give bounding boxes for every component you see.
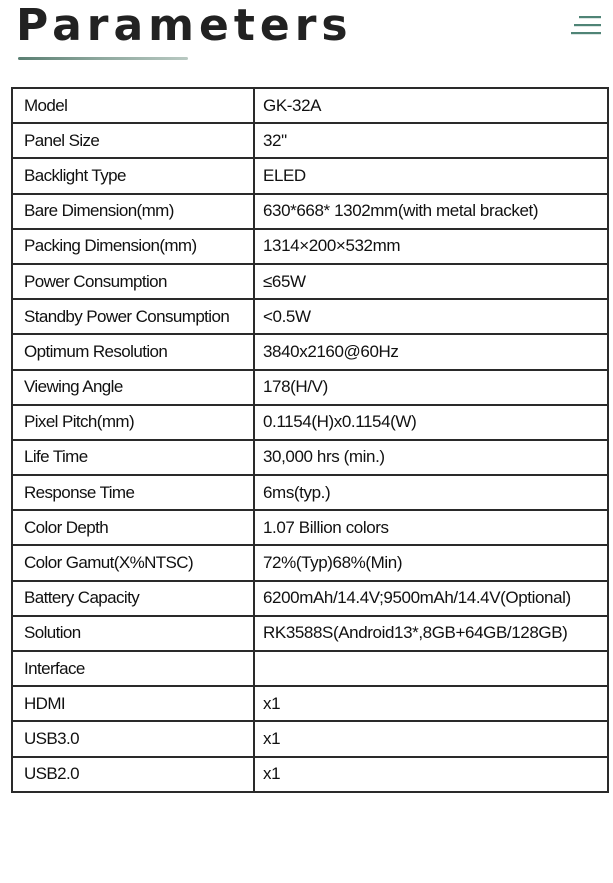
table-row [12, 88, 608, 123]
table-row [12, 651, 608, 686]
spec-table [11, 87, 609, 793]
param-value: 0.1154(H)x0.1154(W) [254, 405, 608, 440]
param-value: ELED [254, 158, 608, 193]
param-label: Model [12, 88, 254, 123]
param-label: USB3.0 [12, 721, 254, 756]
param-label: Viewing Angle [12, 370, 254, 405]
param-label: USB2.0 [12, 757, 254, 792]
param-label: Optimum Resolution [12, 334, 254, 369]
param-value: ≤65W [254, 264, 608, 299]
param-value: x1 [254, 686, 608, 721]
param-label: Standby Power Consumption [12, 299, 254, 334]
table-row [12, 757, 608, 792]
param-label: Pixel Pitch(mm) [12, 405, 254, 440]
param-label: Color Gamut(X%NTSC) [12, 545, 254, 580]
table-row [12, 299, 608, 334]
param-label: Panel Size [12, 123, 254, 158]
param-label: Bare Dimension(mm) [12, 194, 254, 229]
param-value: RK3588S(Android13*,8GB+64GB/128GB) [254, 616, 608, 651]
param-value: 3840x2160@60Hz [254, 334, 608, 369]
table-row [12, 721, 608, 756]
param-value: 30,000 hrs (min.) [254, 440, 608, 475]
hamburger-menu-icon[interactable] [571, 14, 603, 36]
table-row [12, 123, 608, 158]
table-row [12, 475, 608, 510]
page-title: Parameters [16, 0, 353, 51]
param-label: Response Time [12, 475, 254, 510]
param-value: 630*668* 1302mm(with metal bracket) [254, 194, 608, 229]
param-value: GK-32A [254, 88, 608, 123]
table-row [12, 194, 608, 229]
table-row [12, 616, 608, 651]
param-label: Color Depth [12, 510, 254, 545]
table-row [12, 334, 608, 369]
table-row [12, 264, 608, 299]
param-label: Packing Dimension(mm) [12, 229, 254, 264]
param-value: x1 [254, 721, 608, 756]
table-row [12, 158, 608, 193]
param-label: HDMI [12, 686, 254, 721]
param-label: Interface [12, 651, 254, 686]
param-value: x1 [254, 757, 608, 792]
table-row [12, 370, 608, 405]
param-label: Power Consumption [12, 264, 254, 299]
table-row [12, 581, 608, 616]
param-value: <0.5W [254, 299, 608, 334]
param-value: 1314×200×532mm [254, 229, 608, 264]
table-row [12, 440, 608, 475]
table-row [12, 405, 608, 440]
table-row [12, 545, 608, 580]
param-value: 72%(Typ)68%(Min) [254, 545, 608, 580]
param-label: Solution [12, 616, 254, 651]
param-value: 178(H/V) [254, 370, 608, 405]
param-label: Backlight Type [12, 158, 254, 193]
param-value: 1.07 Billion colors [254, 510, 608, 545]
param-label: Battery Capacity [12, 581, 254, 616]
table-row [12, 510, 608, 545]
table-row [12, 229, 608, 264]
page-header [0, 0, 613, 80]
table-row [12, 686, 608, 721]
param-value: 32" [254, 123, 608, 158]
param-value: 6ms(typ.) [254, 475, 608, 510]
title-underline [18, 57, 188, 60]
spec-table-body [12, 88, 608, 792]
param-label: Life Time [12, 440, 254, 475]
param-value: 6200mAh/14.4V;9500mAh/14.4V(Optional) [254, 581, 608, 616]
param-value [254, 651, 608, 686]
